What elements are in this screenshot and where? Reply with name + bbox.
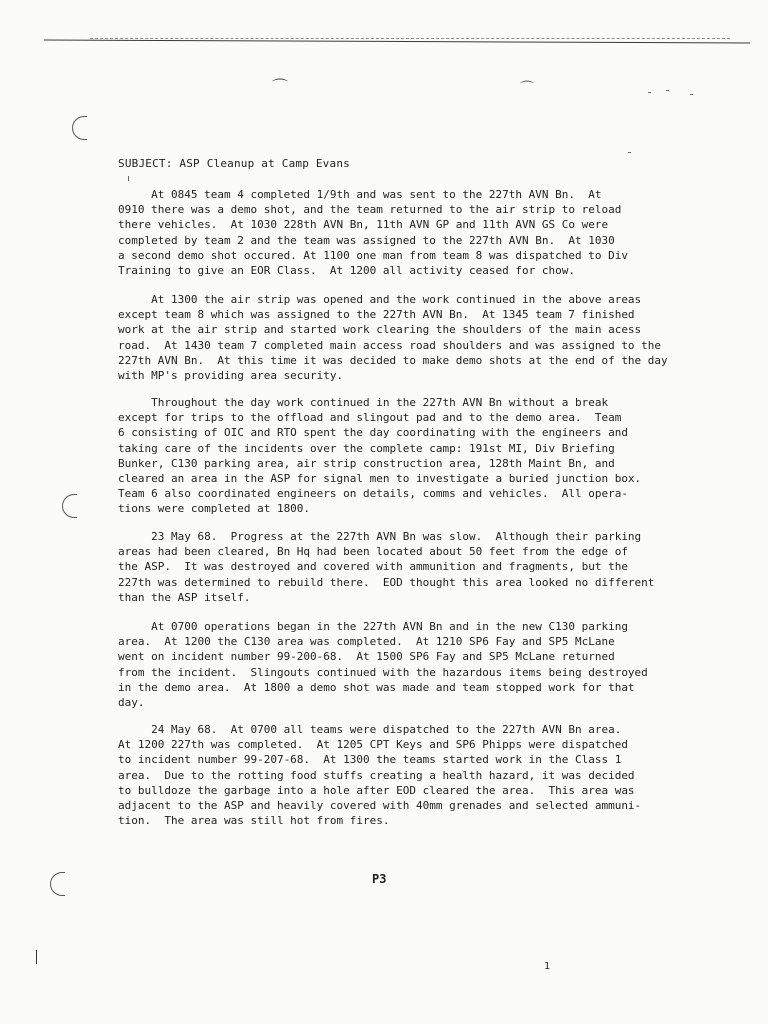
text-line: except for trips to the offload and slingout pad and to the demo area. Team <box>118 411 622 425</box>
page-number: P3 <box>372 872 387 886</box>
text-line: cleared an area in the ASP for signal men to investigate a buried junction box. <box>118 471 642 485</box>
paragraph-23-may-68 <box>118 529 728 605</box>
text-line: Team 6 also coordinated engineers on details, comms and vehicles. All opera- <box>118 487 628 501</box>
text-line: to bulldoze the garbage into a hole after EOD cleared the area. This area was <box>118 783 635 797</box>
paragraph-0700-operations <box>118 619 728 710</box>
top-border-line <box>44 39 750 43</box>
scan-speck <box>648 92 651 93</box>
text-line: areas had been cleared, Bn Hq had been located about 50 feet from the edge of <box>118 545 628 559</box>
binder-hole-mark <box>50 872 65 896</box>
text-line: tion. The area was still hot from fires. <box>118 814 390 828</box>
text-line: except team 8 which was assigned to the 227th AVN Bn. At 1345 team 7 finished <box>118 308 635 322</box>
scan-speck <box>128 176 129 181</box>
top-border-dashes <box>90 38 730 39</box>
text-line: At 0845 team 4 completed 1/9th and was sent to the 227th AVN Bn. At <box>118 188 602 201</box>
text-line: from the incident. Slingouts continued with the hazardous items being destroyed <box>118 665 648 679</box>
text-line: work at the air strip and started work clearing the shoulders of the main acess <box>118 323 642 337</box>
binder-hole-mark <box>72 116 87 140</box>
text-line: area. At 1200 the C130 area was completed. At 1210 SP6 Fay and SP5 McLane <box>118 635 615 649</box>
scan-speck <box>690 94 693 95</box>
subject-line: SUBJECT: ASP Cleanup at Camp Evans <box>118 157 350 170</box>
paragraph-throughout-the-day <box>118 395 728 517</box>
scan-artifact-mark: ⌒ <box>272 77 289 96</box>
text-line: 24 May 68. At 0700 all teams were dispatched to the 227th AVN Bn area. <box>118 723 622 736</box>
paragraph-0845 <box>118 187 728 278</box>
text-line: there vehicles. At 1030 228th AVN Bn, 11th AVN GP and 11th AVN GS Co were <box>118 218 609 232</box>
text-line: 0910 there was a demo shot, and the team returned to the air strip to reload <box>118 203 622 217</box>
text-line: in the demo area. At 1800 a demo shot was made and team stopped work for that <box>118 680 635 694</box>
text-line: to incident number 99-207-68. At 1300 the teams started work in the Class 1 <box>118 753 622 767</box>
text-line: At 1200 227th was completed. At 1205 CPT Keys and SP6 Phipps were dispatched <box>118 738 628 752</box>
scan-artifact-mark: ⌒ <box>520 81 534 97</box>
scan-speck <box>666 90 669 91</box>
text-line: Bunker, C130 parking area, air strip construction area, 128th Maint Bn, and <box>118 456 615 470</box>
text-line: tions were completed at 1800. <box>118 502 311 516</box>
text-line: 227th AVN Bn. At this time it was decided to make demo shots at the end of the day <box>118 353 668 367</box>
paragraph-24-may-68 <box>118 722 728 828</box>
text-line: went on incident number 99-200-68. At 1500 SP6 Fay and SP5 McLane returned <box>118 650 615 664</box>
text-line: adjacent to the ASP and heavily covered with 40mm grenades and selected ammuni- <box>118 798 642 812</box>
binder-hole-mark <box>62 494 77 518</box>
text-line: road. At 1430 team 7 completed main access road shoulders and was assigned to the <box>118 338 662 352</box>
text-line: taking care of the incidents over the complete camp: 191st MI, Div Briefing <box>118 441 615 455</box>
scan-speck <box>628 152 631 153</box>
paragraph-1300 <box>118 292 728 383</box>
text-line: area. Due to the rotting food stuffs creating a health hazard, it was decided <box>118 768 635 782</box>
text-line: At 0700 operations began in the 227th AVN Bn and in the new C130 parking <box>118 620 628 633</box>
scan-edge-mark <box>36 950 37 964</box>
text-line: a second demo shot occured. At 1100 one man from team 8 was dispatched to Div <box>118 248 628 262</box>
text-line: completed by team 2 and the team was assigned to the 227th AVN Bn. At 1030 <box>118 233 615 247</box>
text-line: with MP's providing area security. <box>118 368 344 382</box>
text-line: day. <box>118 695 145 709</box>
text-line: than the ASP itself. <box>118 590 251 604</box>
text-line: 23 May 68. Progress at the 227th AVN Bn was slow. Although their parking <box>118 530 642 543</box>
text-line: Training to give an EOR Class. At 1200 all activity ceased for chow. <box>118 263 575 277</box>
text-line: At 1300 the air strip was opened and the work continued in the above areas <box>118 293 642 306</box>
text-line: Throughout the day work continued in the 227th AVN Bn without a break <box>118 396 609 409</box>
stray-mark: 1 <box>544 961 551 972</box>
text-line: the ASP. It was destroyed and covered with ammunition and fragments, but the <box>118 560 628 574</box>
text-line: 227th was determined to rebuild there. EOD thought this area looked no different <box>118 575 655 589</box>
text-line: 6 consisting of OIC and RTO spent the day coordinating with the engineers and <box>118 426 628 440</box>
